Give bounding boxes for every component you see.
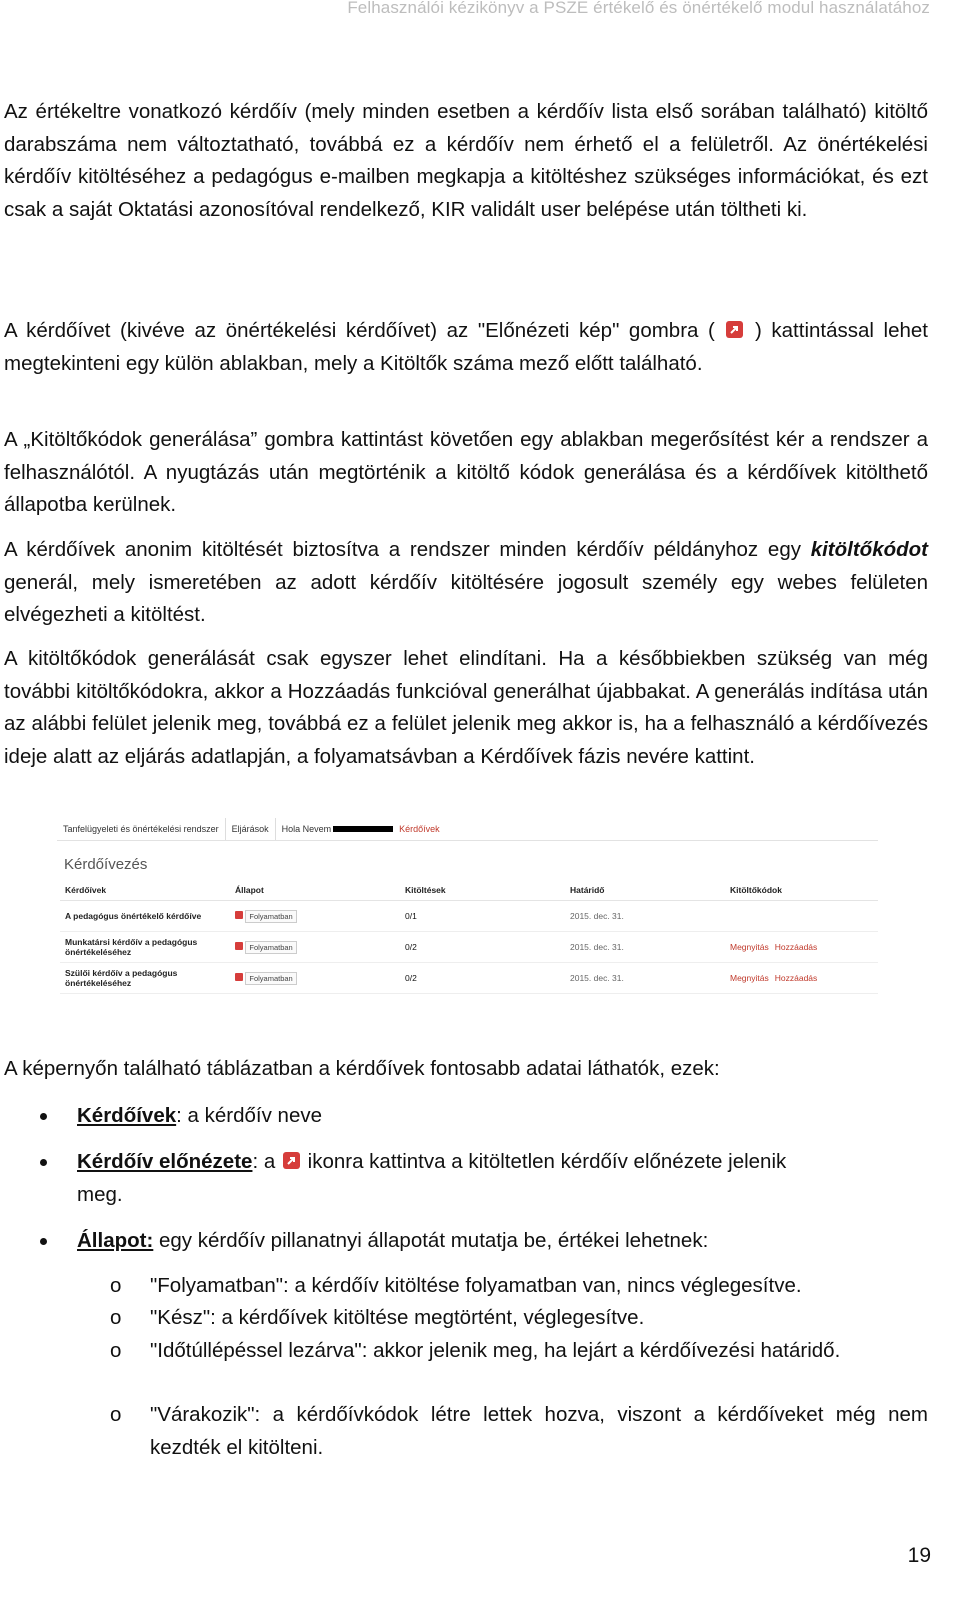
sub-bullet-1: "Folyamatban": a kérdőív kitöltése folyamatban van, nincs véglegesítve. bbox=[150, 1274, 802, 1297]
bullet-1-text: : a kérdőív neve bbox=[176, 1104, 323, 1127]
app-title: Tanfelügyeleti és önértékelési rendszer bbox=[63, 824, 219, 834]
sub-bullet-marker: o bbox=[110, 1274, 122, 1297]
preview-icon bbox=[726, 321, 743, 338]
open-link[interactable]: Megnyitás bbox=[730, 973, 769, 983]
bullet-dot bbox=[40, 1238, 47, 1245]
sub-bullet-marker: o bbox=[110, 1403, 122, 1426]
redaction-bar bbox=[333, 826, 393, 832]
preview-icon bbox=[283, 1152, 300, 1169]
status-badge: Folyamatban bbox=[245, 972, 296, 985]
nav-eljarasok[interactable]: Eljárások bbox=[231, 824, 269, 834]
row-deadline: 2015. dec. 31. bbox=[565, 932, 725, 963]
col-hatarido: Határidő bbox=[565, 880, 725, 901]
bullet-3-term: Állapot: bbox=[77, 1229, 154, 1252]
bullet-dot bbox=[40, 1113, 47, 1120]
page-title: Kérdőívezés bbox=[64, 856, 148, 873]
term-kitoltokod: kitöltőkódot bbox=[810, 538, 928, 561]
paragraph-2-text-b: ) kattintással lehet megtekinteni egy külön ablakban, mely a Kitöltők száma mező előtt található. bbox=[4, 319, 928, 375]
bullet-2-term: Kérdőív előnézete bbox=[77, 1150, 253, 1173]
paragraph-4-text-b: generál, mely ismeretében az adott kérdőív kitöltésére jogosult személy egy webes felületen elvégezheti a kitöltést. bbox=[4, 570, 928, 626]
open-link[interactable]: Megnyitás bbox=[730, 942, 769, 952]
paragraph-6: A képernyőn található táblázatban a kérdőívek fontosabb adatai láthatók, ezek: bbox=[4, 1057, 720, 1080]
table-row bbox=[60, 901, 878, 932]
bullet-1-term: Kérdőívek bbox=[77, 1104, 177, 1127]
col-kerdoivek: Kérdőívek bbox=[60, 880, 230, 901]
bullet-2-text-a: : a bbox=[252, 1150, 281, 1173]
row-deadline: 2015. dec. 31. bbox=[565, 963, 725, 994]
col-kitoltesek: Kitöltések bbox=[400, 880, 565, 901]
paragraph-2-text-a: A kérdőívet (kivéve az önértékelési kérdőívet) az "Előnézeti kép" gombra ( bbox=[4, 319, 715, 342]
app-topbar bbox=[57, 818, 878, 841]
paragraph-5: A kitöltőkódok generálását csak egyszer lehet elindítani. Ha a későbbiekben szükség van még további kitöltőkódokra, akkor a Hozzáadás funkcióval generálhat újabbakat. A generálás indítása után az alábbi felület jelenik meg, továbbá ez a felület jelenik meg akkor is, ha a felhasználó a kérdőívezés ideje alatt az eljárás adatlapján, a folyamatsávban a Kérdőívek fázis nevére kattint. bbox=[4, 647, 928, 768]
bullet-2 bbox=[77, 1146, 929, 1211]
sub-bullet-marker: o bbox=[110, 1339, 122, 1362]
embedded-screenshot bbox=[57, 818, 878, 988]
row-name: Munkatársi kérdőív a pedagógus önértékeléséhez bbox=[60, 932, 230, 963]
bullet-1 bbox=[77, 1100, 322, 1133]
col-kitoltokodok: Kitöltőkódok bbox=[725, 880, 878, 901]
preview-icon[interactable] bbox=[235, 942, 243, 950]
table-row bbox=[60, 932, 878, 963]
row-name: A pedagógus önértékelő kérdőíve bbox=[60, 901, 230, 932]
paragraph-1: Az értékeltre vonatkozó kérdőív (mely minden esetben a kérdőív lista első sorában található) kitöltő darabszáma nem változtatható, továbbá ez a kérdőív nem érhető el a felületről. Az önértékelési kérdőív kitöltéséhez a pedagógus e-mailben megkapja a kitöltéshez szükséges információkat, és ezt csak a saját Oktatási azonosítóval rendelkező, KIR validált user belépése után töltheti ki. bbox=[4, 100, 928, 221]
row-fills: 0/2 bbox=[400, 932, 565, 963]
bullet-3-text: egy kérdőív pillanatnyi állapotát mutatja be, értékei lehetnek: bbox=[153, 1229, 709, 1252]
row-name: Szülői kérdőív a pedagógus önértékeléséhez bbox=[60, 963, 230, 994]
sub-bullet-4: "Várakozik": a kérdőívkódok létre lettek hozva, viszont a kérdőíveket még nem kezdték el kitölteni. bbox=[150, 1403, 928, 1459]
col-allapot: Állapot bbox=[230, 880, 400, 901]
status-badge: Folyamatban bbox=[245, 910, 296, 923]
bullet-dot bbox=[40, 1159, 47, 1166]
paragraph-3: A „Kitöltőkódok generálása” gombra kattintást követően egy ablakban megerősítést kér a rendszer a felhasználótól. A nyugtázás után megtörténik a kitöltő kódok generálása és a kérdőívek kitölthető állapotba kerülnek. bbox=[4, 428, 928, 516]
preview-icon[interactable] bbox=[235, 973, 243, 981]
row-deadline: 2015. dec. 31. bbox=[565, 901, 725, 932]
sub-bullet-3: "Időtúllépéssel lezárva": akkor jelenik meg, ha lejárt a kérdőívezési határidő. bbox=[150, 1339, 841, 1362]
paragraph-4 bbox=[4, 534, 928, 632]
sub-bullet-marker: o bbox=[110, 1306, 122, 1329]
bullet-2-text-c: meg. bbox=[77, 1182, 123, 1206]
add-link[interactable]: Hozzáadás bbox=[774, 973, 818, 983]
row-fills: 0/1 bbox=[400, 901, 565, 932]
row-fills: 0/2 bbox=[400, 963, 565, 994]
page-number: 19 bbox=[907, 1544, 931, 1567]
questionnaire-table bbox=[60, 880, 878, 994]
status-badge: Folyamatban bbox=[245, 941, 296, 954]
paragraph-4-text-a: A kérdőívek anonim kitöltését biztosítva a rendszer minden kérdőív példányhoz egy bbox=[4, 538, 811, 561]
paragraph-2 bbox=[4, 315, 928, 380]
table-row bbox=[60, 963, 878, 994]
user-name: Hola Nevem bbox=[281, 824, 332, 834]
bullet-3 bbox=[77, 1225, 708, 1258]
breadcrumb-kerdoivek[interactable]: Kérdőívek bbox=[399, 824, 440, 834]
running-header: Felhasználói kézikönyv a PSZE értékelő és önértékelő modul használatához bbox=[347, 0, 930, 17]
bullet-2-text-b: ikonra kattintva a kitöltetlen kérdőív előnézete jelenik bbox=[301, 1150, 787, 1173]
add-link[interactable]: Hozzáadás bbox=[774, 942, 818, 952]
preview-icon[interactable] bbox=[235, 911, 243, 919]
sub-bullet-2: "Kész": a kérdőívek kitöltése megtörtént, véglegesítve. bbox=[150, 1306, 645, 1329]
